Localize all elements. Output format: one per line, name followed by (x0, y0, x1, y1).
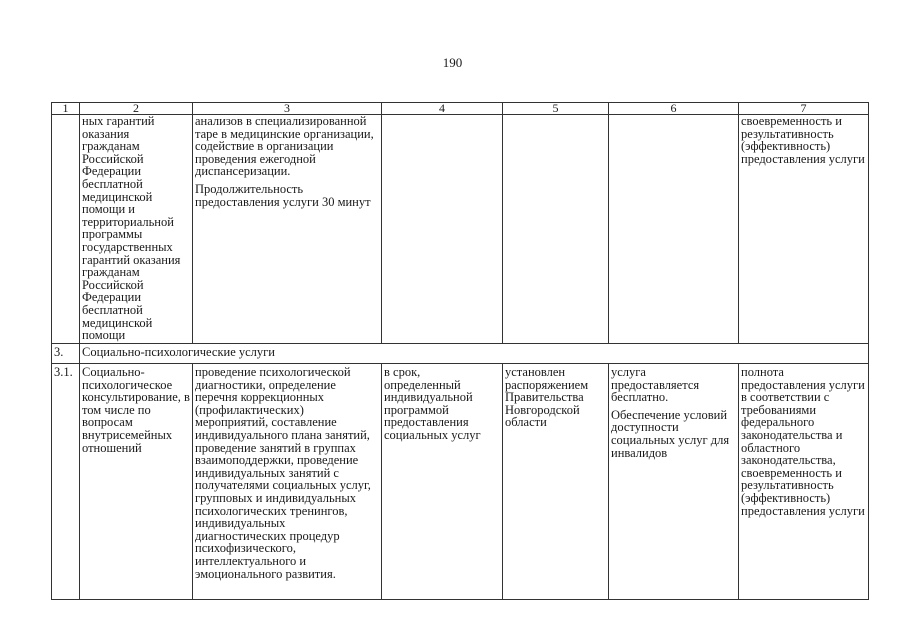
cell-criteria: полнота предоставления услуги в соответствии с требованиями федерального законодательства и областного законодательства, своевременность и результативность (эффективность) предоставления услуги (739, 364, 869, 600)
cell-number (52, 115, 80, 344)
duration-paragraph: Продолжительность предоставления услуги 30 минут (195, 181, 371, 209)
cell-term (382, 115, 503, 344)
cell-service-name: ных гарантий оказания гражданам Российской Федерации бесплатной медицинской помощи и территориальной программы государственных гарантий оказания гражданам Российской Федерации бесплатной медицинской помощи (80, 115, 193, 344)
cell-norm (503, 115, 609, 344)
section-number: 3. (52, 344, 80, 364)
header-cell: 2 (80, 103, 193, 115)
page-number: 190 (442, 55, 463, 70)
header-cell: 3 (193, 103, 382, 115)
service-row (52, 364, 869, 600)
cell-term: в срок, определенный индивидуальной программой предоставления социальных услуг (382, 364, 503, 600)
header-cell: 1 (52, 103, 80, 115)
section-title: Социально-психологические услуги (80, 344, 869, 364)
cell-service-content: проведение психологической диагностики, определение перечня коррекционных (профилактических) мероприятий, составление индивидуального плана занятий, проведение занятий в группах взаимоподдержки, проведение индивидуальных занятий с получателями социальных услуг, групповых и индивидуальных психологических тренингов, индивидуальных диагностических процедур психофизического, интеллектуального и эмоционального развития. (193, 364, 382, 600)
header-row (52, 103, 869, 115)
cell-service-name: Социально-психологическое консультирование, в том числе по вопросам внутрисемейных отношений (80, 364, 193, 600)
content-paragraph: анализов в специализированной таре в медицинские организации, содействие в организации проведения ежегодной диспансеризации. (195, 114, 374, 179)
header-cell: 7 (739, 103, 869, 115)
conditions-paragraph: услуга предоставляется бесплатно. (611, 365, 700, 405)
header-cell: 5 (503, 103, 609, 115)
header-cell: 6 (609, 103, 739, 115)
cell-criteria: своевременность и результативность (эффективность) предоставления услуги (739, 115, 869, 344)
section-row (52, 344, 869, 364)
cell-conditions (609, 364, 739, 600)
cell-service-content (193, 115, 382, 344)
continuation-row (52, 115, 869, 344)
header-cell: 4 (382, 103, 503, 115)
accessibility-paragraph: Обеспечение условий доступности социальных услуг для инвалидов (611, 407, 730, 460)
services-table (51, 102, 869, 600)
cell-conditions (609, 115, 739, 344)
cell-norm: установлен распоряжением Правительства Новгородской области (503, 364, 609, 600)
cell-number: 3.1. (52, 364, 80, 600)
